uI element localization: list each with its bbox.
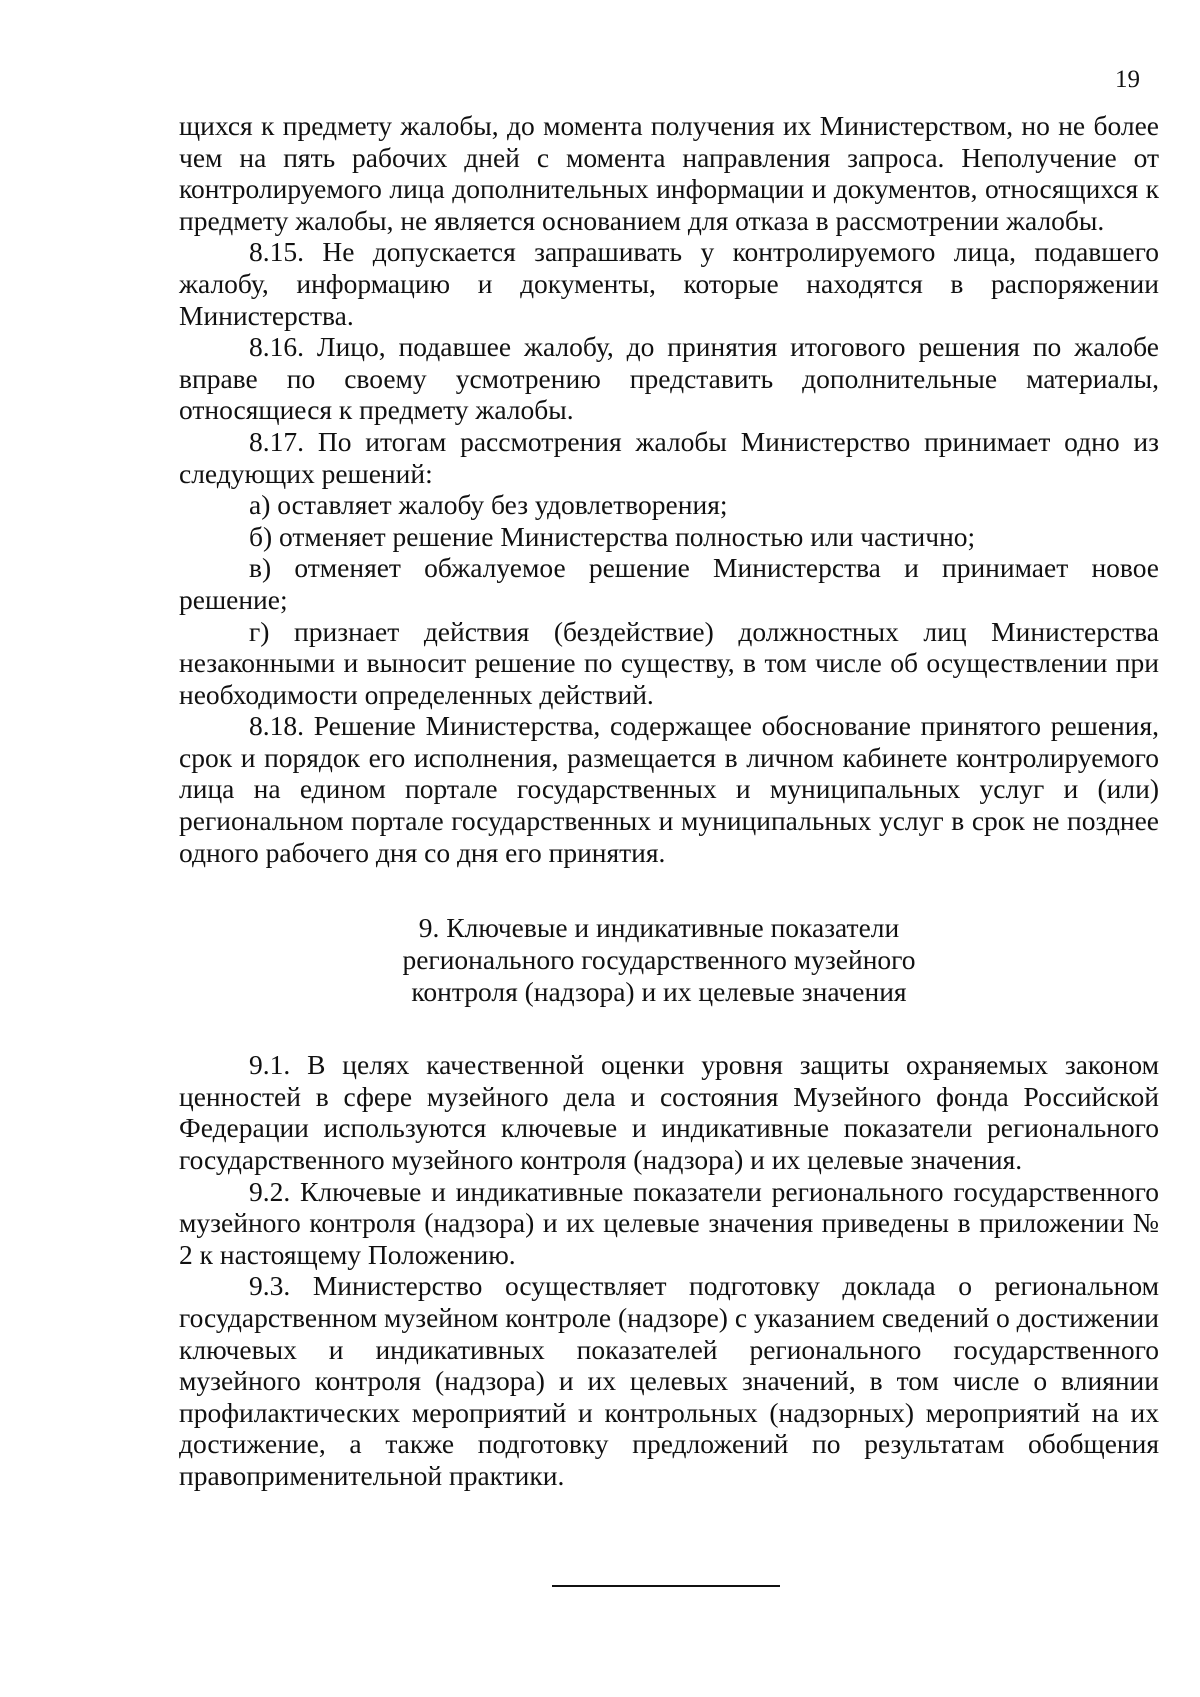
paragraph-continuation: щихся к предмету жалобы, до момента получения их Министерством, но не более чем на пять рабочих дней с момента направления запроса. Неполучение от контролируемого лица дополнительных информации и документов, относящихся к предмету жалобы, не является основанием для отказа в рассмотрении жалобы. xyxy=(179,110,1159,236)
document-body xyxy=(179,110,1159,1492)
list-item-g: г) признает действия (бездействие) должностных лиц Министерства незаконными и выносит решение по существу, в том числе об осуществлении при необходимости определенных действий. xyxy=(179,615,1159,710)
list-item-b: б) отменяет решение Министерства полностью или частично; xyxy=(249,520,976,552)
paragraph-9-3: 9.3. Министерство осуществляет подготовку доклада о региональном государственном музейном контроле (надзоре) с указанием сведений о достижении ключевых и индикативных показателей регионального государственного музейного контроля (надзора) и их целевых значений, в том числе о влиянии профилактических мероприятий и контрольных (надзорных) мероприятий на их достижение, а также подготовку предложений по результатам обобщения правоприменительной практики. xyxy=(179,1270,1159,1491)
list-item-v: в) отменяет обжалуемое решение Министерства и принимает новое решение; xyxy=(179,552,1159,615)
paragraph-8-17: 8.17. По итогам рассмотрения жалобы Министерство принимает одно из следующих решений: xyxy=(179,425,1159,489)
paragraph-9-2: 9.2. Ключевые и индикативные показатели регионального государственного музейного контроля (надзора) и их целевые значения приведены в приложении № 2 к настоящему Положению. xyxy=(179,1175,1159,1270)
section-heading-line-1: 9. Ключевые и индикативные показатели xyxy=(418,912,900,944)
list-item-a: а) оставляет жалобу без удовлетворения; xyxy=(249,489,728,521)
section-heading xyxy=(179,912,1159,1008)
paragraph-9-1: 9.1. В целях качественной оценки уровня защиты охраняемых законом ценностей в сфере музейного дела и состояния Музейного фонда Российской Федерации используются ключевые и индикативные показатели регионального государственного музейного контроля (надзора) и их целевые значения. xyxy=(179,1049,1159,1176)
end-rule xyxy=(552,1585,780,1587)
page-number: 19 xyxy=(1115,66,1140,93)
section-heading-line-2: регионального государственного музейного xyxy=(402,944,916,976)
paragraph-8-15: 8.15. Не допускается запрашивать у контролируемого лица, подавшего жалобу, информацию и документы, которые находятся в распоряжении Министерства. xyxy=(179,236,1159,331)
paragraph-8-18: 8.18. Решение Министерства, содержащее обоснование принятого решения, срок и порядок его исполнения, размещается в личном кабинете контролируемого лица на едином портале государственных и муниципальных услуг и (или) региональном портале государственных и муниципальных услуг в срок не позднее одного рабочего дня со дня его принятия. xyxy=(179,710,1159,868)
paragraph-8-16: 8.16. Лицо, подавшее жалобу, до принятия итогового решения по жалобе вправе по своему усмотрению представить дополнительные материалы, относящиеся к предмету жалобы. xyxy=(179,331,1159,426)
section-heading-line-3: контроля (надзора) и их целевые значения xyxy=(411,976,907,1008)
